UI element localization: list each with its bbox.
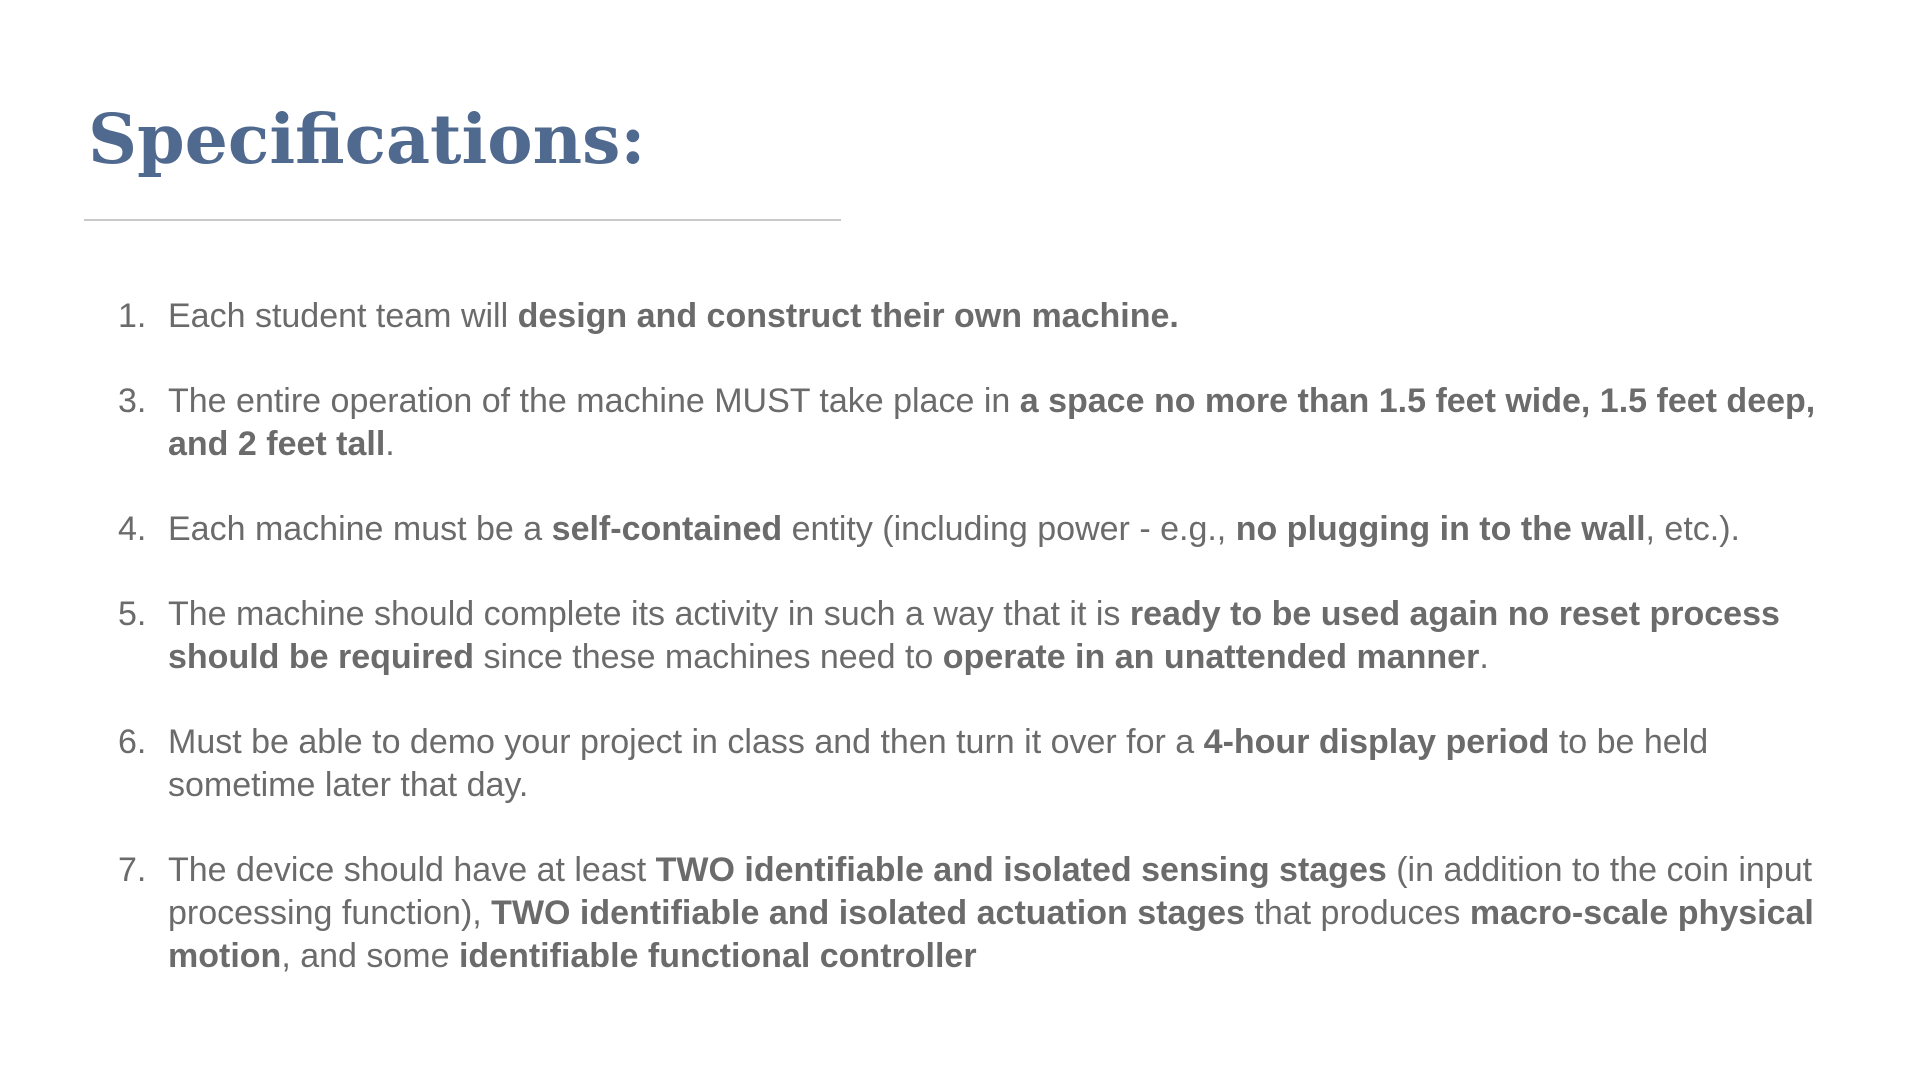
spec-number: 4. [118, 510, 147, 548]
spec-number: 7. [118, 851, 147, 889]
spec-item-7 [108, 849, 1828, 978]
spec-item-1 [108, 295, 1828, 338]
spec-text-bold: operate in an unattended manner [942, 638, 1480, 676]
spec-item-3 [108, 380, 1828, 466]
spec-text: The machine should complete its activity in such a way that it is [168, 595, 1130, 633]
spec-text: The entire operation of the machine MUST take place in [168, 382, 1020, 420]
spec-text: since these machines need to [474, 638, 943, 676]
spec-text: entity (including power - e.g., [782, 510, 1236, 548]
spec-text-bold: self-contained [551, 510, 783, 548]
spec-text: , etc.). [1645, 510, 1740, 548]
spec-item-4 [108, 508, 1828, 551]
spec-text-bold: design and construct their own machine. [517, 297, 1179, 335]
specification-list [108, 295, 1828, 1020]
spec-text-bold: ready to be used again no reset process should be required [168, 595, 1780, 676]
spec-text-bold: a space no more than 1.5 feet wide, 1.5 feet deep, and 2 feet tall [168, 382, 1816, 463]
spec-number: 3. [118, 382, 147, 420]
spec-text: . [385, 425, 395, 463]
spec-text-bold: identifiable functional controller [458, 937, 977, 975]
spec-number: 6. [118, 723, 147, 761]
spec-text-bold: TWO identifiable and isolated actuation stages [491, 894, 1245, 932]
spec-text: . [1479, 638, 1489, 676]
spec-text: to be held sometime later that day. [168, 723, 1709, 804]
spec-item-6 [108, 721, 1828, 807]
spec-text-bold: no plugging in to the wall [1235, 510, 1646, 548]
spec-text: , and some [281, 937, 459, 975]
spec-text-bold: TWO identifiable and isolated sensing stages [655, 851, 1387, 889]
title-divider [84, 219, 841, 221]
spec-text: Each student team will [168, 297, 518, 335]
spec-number: 5. [118, 595, 147, 633]
spec-text: The device should have at least [168, 851, 656, 889]
spec-text: (in addition to the coin input processing function), [168, 851, 1813, 932]
spec-item-5 [108, 593, 1828, 679]
spec-number: 1. [118, 297, 147, 335]
spec-text: Each machine must be a [168, 510, 552, 548]
spec-text: that produces [1244, 894, 1470, 932]
slide-title: Specifications: [88, 100, 646, 180]
spec-text-bold: 4-hour display period [1203, 723, 1550, 761]
spec-text-bold: macro-scale physical motion [168, 894, 1814, 975]
spec-text: Must be able to demo your project in class and then turn it over for a [168, 723, 1204, 761]
